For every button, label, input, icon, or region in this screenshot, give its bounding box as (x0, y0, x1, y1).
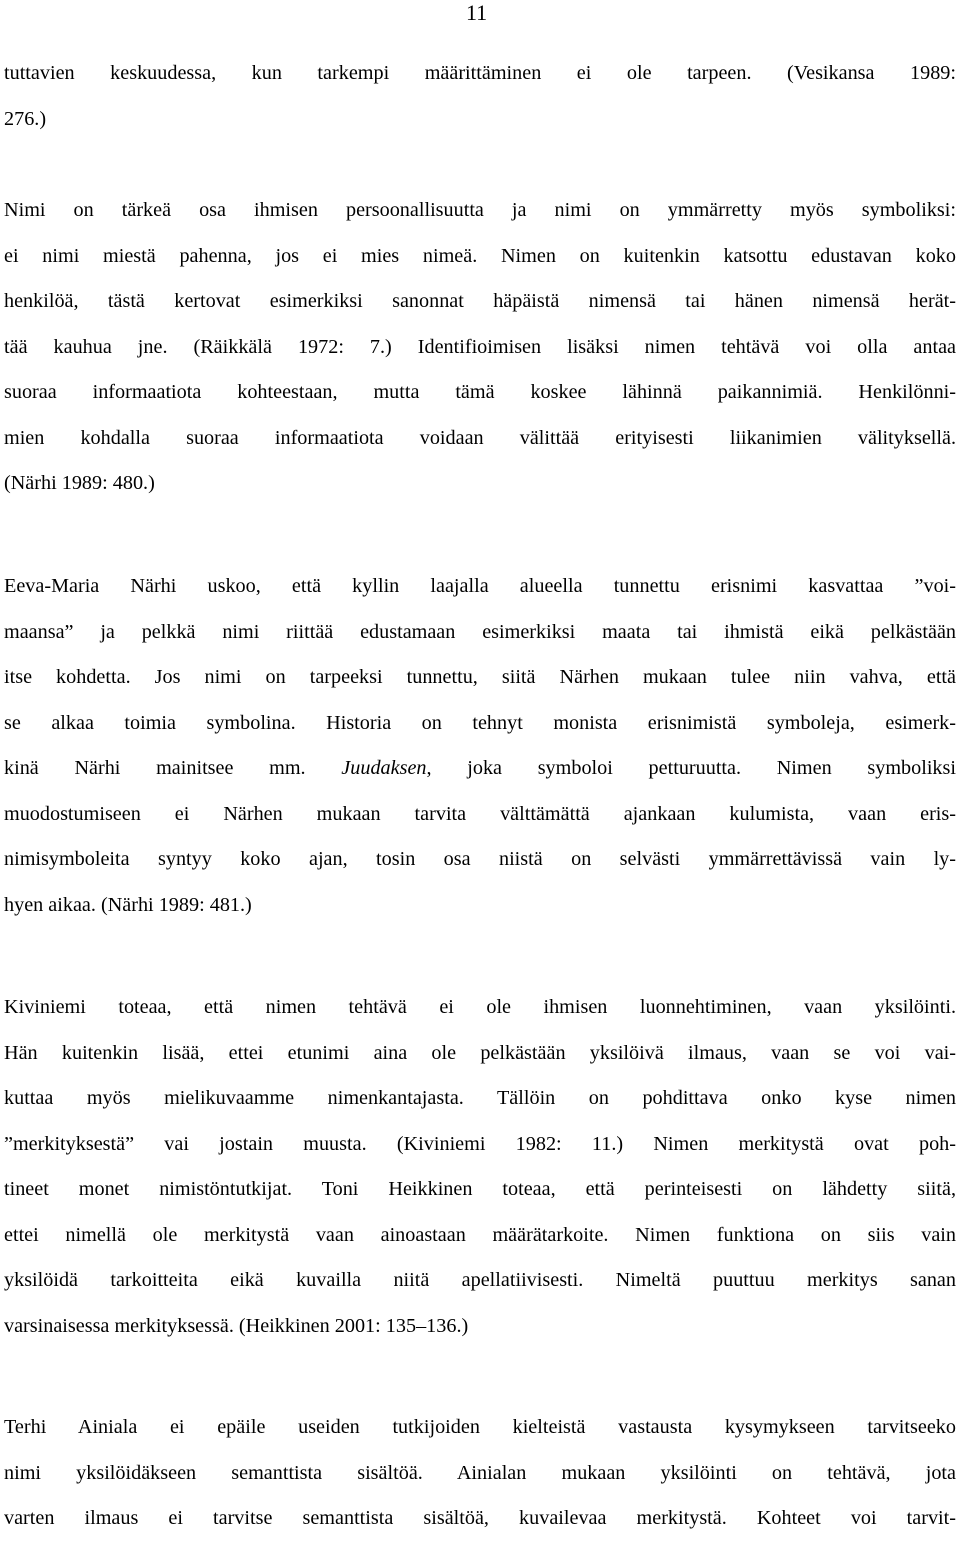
text-line: hyen aikaa. (Närhi 1989: 481.) (4, 893, 252, 916)
text-line: varten ilmaus ei tarvitse semanttista sisältöä, kuvailevaa merkitystä. Kohteet voi tarvit- (4, 1507, 956, 1529)
text-line: se alkaa toimia symbolina. Historia on tehnyt monista erisnimistä symboleja, esimerk- (4, 711, 956, 734)
text-line: nimi yksilöidäkseen semanttista sisältöä. Ainialan mukaan yksilöinti on tehtävä, jota (4, 1461, 956, 1484)
text-line: nimisymboleita syntyy koko ajan, tosin osa niistä on selvästi ymmärrettävissä vain ly- (4, 848, 956, 870)
text-line: ei nimi miestä pahenna, jos ei mies nimeä. Nimen on kuitenkin katsottu edustavan koko (4, 244, 956, 267)
text-line: Terhi Ainiala ei epäile useiden tutkijoiden kielteistä vastausta kysymykseen tarvitseeko (4, 1416, 956, 1438)
text-line: (Närhi 1989: 480.) (4, 472, 155, 494)
text-line: henkilöä, tästä kertovat esimerkiksi sanonnat häpäistä nimensä tai hänen nimensä herät- (4, 290, 956, 312)
paragraph-2 (4, 188, 956, 507)
text-line: tää kauhua jne. (Räikkälä 1972: 7.) Identifioimisen lisäksi nimen tehtävä voi olla antaa (4, 335, 956, 358)
text-line: Nimi on tärkeä osa ihmisen persoonallisuutta ja nimi on ymmärretty myös symboliksi: (4, 199, 956, 221)
text-line: Eeva-Maria Närhi uskoo, että kyllin laajalla alueella tunnettu erisnimi kasvattaa ”voi- (4, 575, 956, 597)
paragraph-3 (4, 564, 956, 928)
text-line: tineet monet nimistöntutkijat. Toni Heikkinen toteaa, että perinteisesti on lähdetty siitä, (4, 1178, 956, 1200)
paragraph-5 (4, 1405, 956, 1542)
text-line (4, 746, 956, 792)
text-line: Hän kuitenkin lisää, ettei etunimi aina ole pelkästään yksilöivä ilmaus, vaan se voi vai- (4, 1041, 956, 1064)
text-segment: kinä Närhi mainitsee mm. (4, 757, 342, 779)
text-line: maansa” ja pelkkä nimi riittää edustamaan esimerkiksi maata tai ihmistä eikä pelkästään (4, 620, 956, 643)
text-line: 276.) (4, 107, 47, 130)
text-line: ”merkityksestä” vai jostain muusta. (Kiviniemi 1982: 11.) Nimen merkitystä ovat poh- (4, 1132, 956, 1155)
text-line: itse kohdetta. Jos nimi on tarpeeksi tunnettu, siitä Närhen mukaan tulee niin vahva, että (4, 666, 956, 688)
page-number: 11 (466, 0, 488, 25)
text-line: muodostumiseen ei Närhen mukaan tarvita välttämättä ajankaan kulumista, vaan eris- (4, 802, 956, 825)
text-line: suoraa informaatiota kohteestaan, mutta tämä koskee lähinnä paikannimiä. Henkilönni- (4, 381, 956, 403)
text-line: mien kohdalla suoraa informaatiota voidaan välittää erityisesti liikanimien välityksellä. (4, 426, 956, 449)
text-line: yksilöidä tarkoitteita eikä kuvailla niitä apellatiivisesti. Nimeltä puuttuu merkitys sanan (4, 1269, 956, 1291)
paragraph-4 (4, 985, 956, 1349)
text-segment: , joka symboloi petturuutta. Nimen symboliksi (426, 757, 956, 779)
text-line: Kiviniemi toteaa, että nimen tehtävä ei ole ihmisen luonnehtiminen, vaan yksilöinti. (4, 996, 956, 1018)
italic-term: Juudaksen (341, 757, 427, 779)
text-line: ettei nimellä ole merkitystä vaan ainoastaan määrätarkoite. Nimen funktiona on siis vain (4, 1223, 956, 1246)
paragraph-1 (4, 51, 956, 142)
text-line: tuttavien keskuudessa, kun tarkempi määrittäminen ei ole tarpeen. (Vesikansa 1989: (4, 62, 956, 84)
text-line: kuttaa myös mielikuvaamme nimenkantajasta. Tällöin on pohdittava onko kyse nimen (4, 1087, 956, 1109)
text-line: varsinaisessa merkityksessä. (Heikkinen 2001: 135–136.) (4, 1314, 469, 1337)
